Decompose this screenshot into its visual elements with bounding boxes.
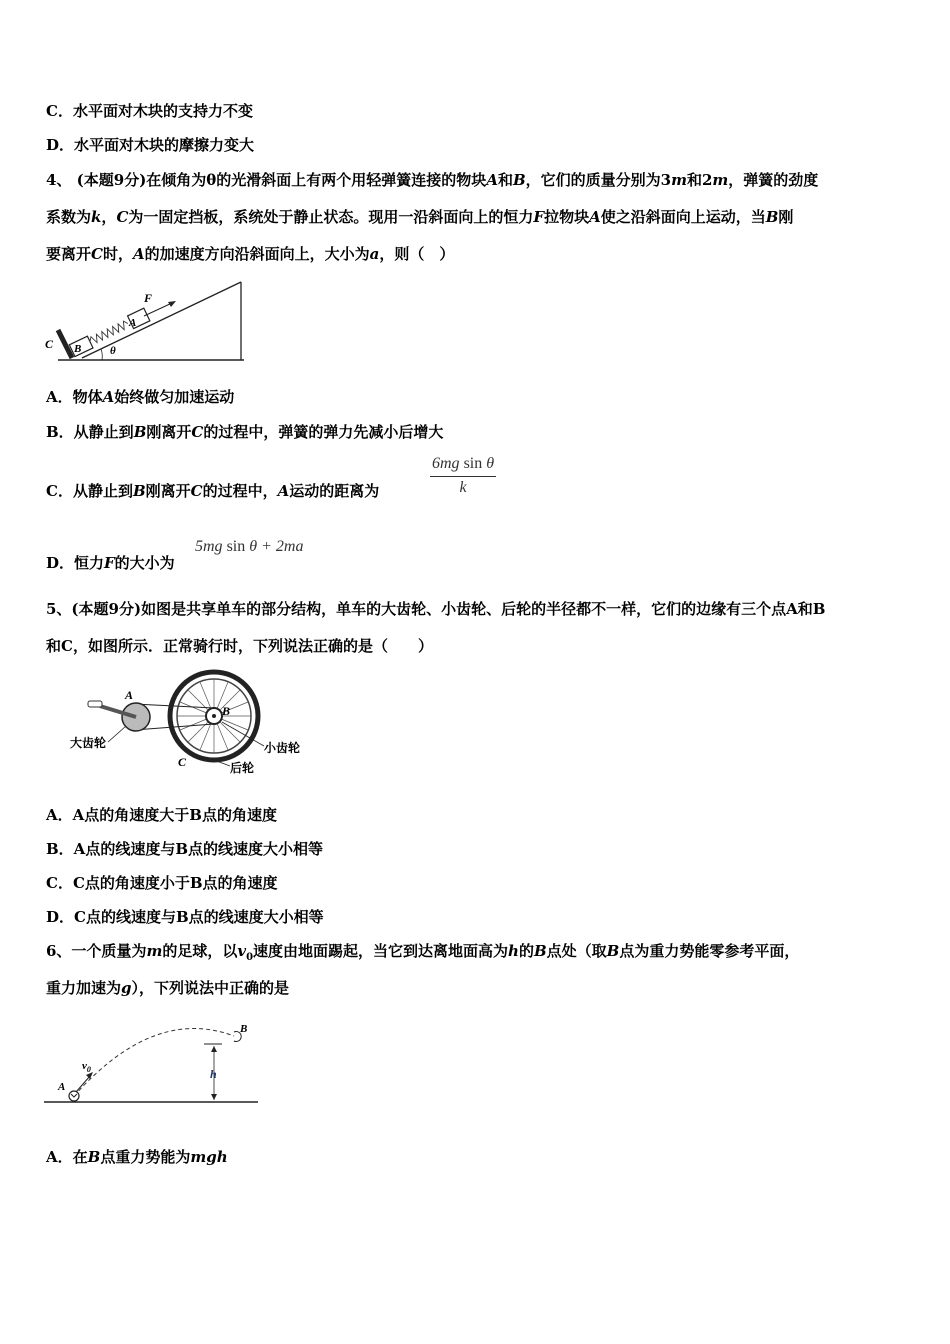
q4-option-d: D．恒力F的大小为 <box>46 554 175 572</box>
label-block-a: A <box>129 317 137 329</box>
q4-stem-line3: 要离开C时，A的加速度方向沿斜面向上，大小为a，则（ ） <box>46 245 455 263</box>
q4-option-c: C．从静止到B刚离开C的过程中，A运动的距离为 <box>46 482 380 500</box>
label-end-b: B <box>240 1023 248 1035</box>
velocity-arrow <box>76 1076 90 1092</box>
label-rear-wheel: 后轮 <box>230 761 255 775</box>
q4-stem-line1: 4、 (本题9分)在倾角为θ的光滑斜面上有两个用轻弹簧连接的物块A和B，它们的质量分别为3m和2m，弹簧的劲度 <box>46 171 819 189</box>
q4-option-a: A．物体A始终做匀加速运动 <box>46 388 235 406</box>
q3-option-c: C．水平面对木块的支持力不变 <box>46 102 253 120</box>
incline-surface <box>82 282 241 358</box>
trajectory-path <box>74 1029 234 1097</box>
q4-stem-line2: 系数为k，C为一固定挡板，系统处于静止状态。现用一沿斜面向上的恒力F拉物块A使之沿斜面向上运动，当B刚 <box>46 208 794 226</box>
label-force: F <box>144 291 153 305</box>
leader-big-gear <box>108 726 126 742</box>
q4c-fraction: $\frac{\text{6mg sin θ}}{k}$ <box>432 455 495 496</box>
q4-option-b: B．从静止到B刚离开C的过程中，弹簧的弹力先减小后增大 <box>46 423 444 441</box>
label-height: h <box>210 1067 217 1081</box>
label-point-a: A <box>125 688 134 702</box>
q5-option-d: D．C点的线速度与B点的线速度大小相等 <box>46 908 324 926</box>
q6-stem-line1: 6、一个质量为m的足球，以$v_0$速度由地面踢起，当它到达离地面高为h的B点处（取B点为重力势能零参考平面， <box>46 942 800 963</box>
incline-figure <box>44 278 249 368</box>
label-point-c: C <box>178 755 187 769</box>
point-b-dot <box>212 714 216 718</box>
q4d-formula: 5mg sin θ + 2ma <box>195 538 304 555</box>
q6-stem-line2: 重力加速为g），下列说法中正确的是 <box>46 979 290 997</box>
q5-option-b: B．A点的线速度与B点的线速度大小相等 <box>46 840 323 858</box>
label-wall-c: C <box>45 337 54 351</box>
bike-figure <box>66 668 316 780</box>
label-velocity: $v_0$ <box>82 1060 91 1074</box>
ball-a <box>69 1091 79 1101</box>
q5-option-a: A．A点的角速度大于B点的角速度 <box>46 806 277 824</box>
spring <box>88 320 129 345</box>
label-point-b: B <box>222 704 231 718</box>
label-block-b: B <box>74 343 82 355</box>
label-big-gear: 大齿轮 <box>70 736 107 750</box>
label-small-gear: 小齿轮 <box>264 741 301 755</box>
q6-option-a: A．在B点重力势能为mgh <box>46 1148 228 1166</box>
q5-option-c: C．C点的角速度小于B点的角速度 <box>46 874 278 892</box>
label-angle: θ <box>110 345 116 357</box>
height-arrow-up <box>211 1046 217 1052</box>
pedal <box>88 701 102 707</box>
label-start-a: A <box>58 1081 66 1093</box>
height-arrow-down <box>211 1094 217 1100</box>
q5-stem-line2: 和C，如图所示．正常骑行时，下列说法正确的是（ ） <box>46 637 433 655</box>
trajectory-figure <box>44 1016 260 1108</box>
q3-option-d: D．水平面对木块的摩擦力变大 <box>46 136 255 154</box>
angle-arc <box>101 349 102 360</box>
q5-stem-line1: 5、(本题9分)如图是共享单车的部分结构，单车的大齿轮、小齿轮、后轮的半径都不一样，它们的边缘有三个点A和B <box>46 600 826 618</box>
